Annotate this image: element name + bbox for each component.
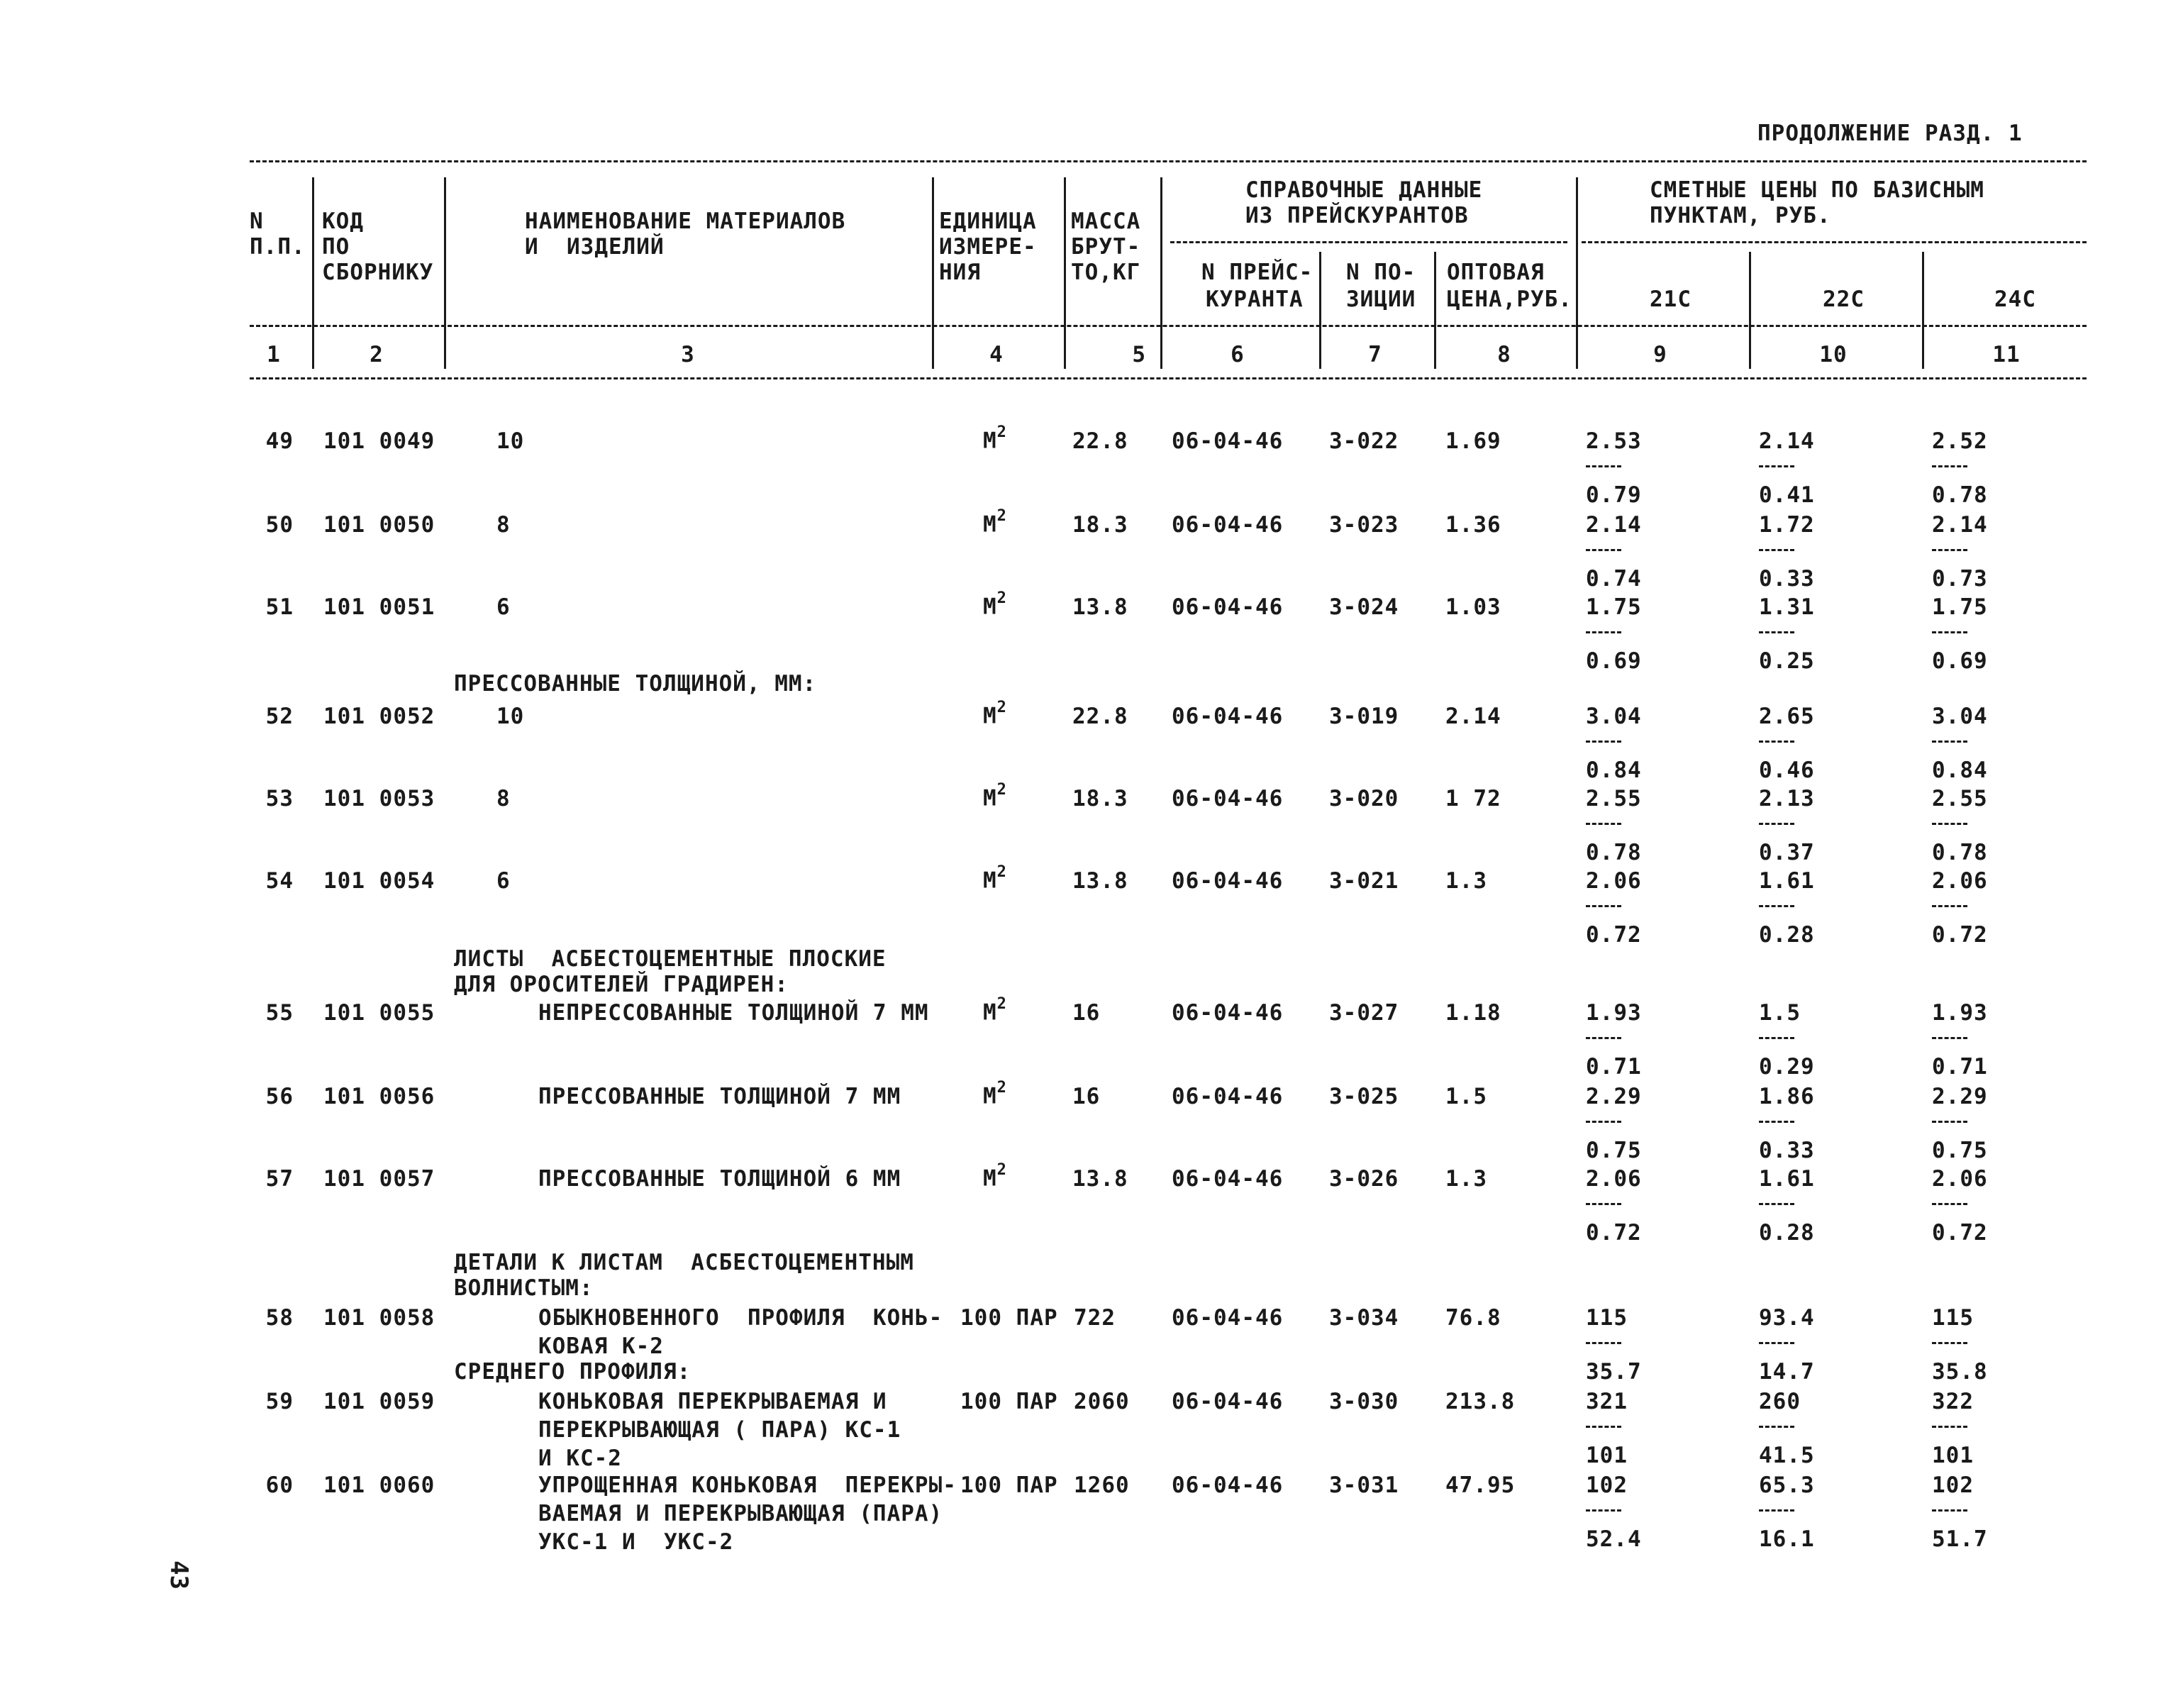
header-colnum-rule	[250, 325, 2087, 327]
row-unit-m2	[983, 589, 1007, 619]
row-p22-numerator: 1.31	[1759, 594, 1815, 620]
row-p24-numerator: 115	[1932, 1305, 1974, 1331]
row-p21-numerator: 2.06	[1586, 868, 1642, 894]
row-p22-numerator: 1.61	[1759, 868, 1815, 894]
col-number-9: 9	[1653, 342, 1667, 367]
section-heading-medium: СРЕДНЕГО ПРОФИЛЯ:	[454, 1359, 691, 1385]
row-name: 10	[496, 428, 525, 454]
header-unit-3: НИЯ	[939, 260, 981, 285]
col-number-5: 5	[1132, 342, 1146, 367]
row-unit-m2	[983, 698, 1007, 728]
row-position: 3-027	[1329, 1000, 1399, 1026]
row-p22-fraction-line	[1759, 549, 1794, 551]
row-p21-numerator: 1.93	[1586, 1000, 1642, 1026]
row-position: 3-034	[1329, 1305, 1399, 1331]
header-position-1: N ПО-	[1346, 260, 1416, 285]
row-mass: 13.8	[1072, 594, 1128, 620]
row-p21-fraction-line	[1586, 465, 1621, 467]
row-p21-fraction-line	[1586, 1203, 1621, 1205]
row-p22-fraction-line	[1759, 1509, 1794, 1512]
row-position: 3-024	[1329, 594, 1399, 620]
row-p24-fraction-line	[1932, 1037, 1967, 1039]
row-name: 6	[496, 594, 511, 620]
unit-m: М	[983, 999, 997, 1026]
row-price-list: 06-04-46	[1172, 868, 1284, 894]
col-number-11: 11	[1992, 342, 2021, 367]
row-number: 49	[265, 428, 294, 454]
row-number: 51	[265, 594, 294, 620]
row-p24-denominator: 35.8	[1932, 1359, 1988, 1385]
row-number: 57	[265, 1166, 294, 1192]
header-mass-1: МАССА	[1071, 209, 1141, 234]
row-p21-fraction-line	[1586, 1037, 1621, 1039]
row-p24-numerator: 1.93	[1932, 1000, 1988, 1026]
row-wholesale: 1 72	[1445, 786, 1501, 811]
row-p22-denominator: 0.28	[1759, 1220, 1815, 1246]
row-p24-denominator: 0.71	[1932, 1054, 1988, 1080]
row-p24-fraction-line	[1932, 631, 1967, 633]
header-price-list-2: КУРАНТА	[1206, 287, 1304, 312]
row-position: 3-026	[1329, 1166, 1399, 1192]
row-mass: 22.8	[1072, 428, 1128, 454]
header-code-1: КОД	[322, 209, 364, 234]
row-number: 60	[265, 1473, 294, 1498]
section-heading-details-2: ВОЛНИСТЫМ:	[454, 1275, 594, 1301]
header-top-rule	[250, 160, 2087, 162]
row-mass: 18.3	[1072, 786, 1128, 811]
row-p21-denominator: 35.7	[1586, 1359, 1642, 1385]
row-p24-denominator: 51.7	[1932, 1526, 1988, 1552]
row-p22-denominator: 0.33	[1759, 1138, 1815, 1163]
unit-exp: 2	[996, 781, 1007, 799]
header-estimate-2: ПУНКТАМ, РУБ.	[1650, 203, 1831, 228]
vbar-6	[1319, 252, 1321, 369]
col-number-7: 7	[1368, 342, 1382, 367]
row-unit: 100 ПАР	[960, 1389, 1058, 1414]
row-p24-fraction-line	[1932, 1203, 1967, 1205]
row-position: 3-021	[1329, 868, 1399, 894]
row-unit-m2	[983, 506, 1007, 537]
row-p22-denominator: 0.25	[1759, 648, 1815, 674]
row-p24-numerator: 322	[1932, 1389, 1974, 1414]
row-p22-numerator: 260	[1759, 1389, 1801, 1414]
row-p22-fraction-line	[1759, 1342, 1794, 1344]
header-bottom-rule	[250, 377, 2087, 379]
vbar-10	[1922, 252, 1924, 369]
row-p22-fraction-line	[1759, 1121, 1794, 1123]
row-position: 3-025	[1329, 1084, 1399, 1109]
header-ref-1: СПРАВОЧНЫЕ ДАННЫЕ	[1245, 177, 1483, 203]
vbar-8	[1576, 177, 1578, 369]
row-p24-fraction-line	[1932, 1342, 1967, 1344]
row-name: 8	[496, 786, 511, 811]
header-np: П.П.	[250, 234, 306, 260]
unit-exp: 2	[996, 699, 1007, 716]
row-p21-numerator: 115	[1586, 1305, 1628, 1331]
row-price-list: 06-04-46	[1172, 594, 1284, 620]
col-number-4: 4	[989, 342, 1004, 367]
vbar-4	[1064, 177, 1066, 369]
row-p21-numerator: 102	[1586, 1473, 1628, 1498]
row-position: 3-020	[1329, 786, 1399, 811]
row-p22-fraction-line	[1759, 465, 1794, 467]
vbar-2	[444, 177, 446, 369]
header-name-1: НАИМЕНОВАНИЕ МАТЕРИАЛОВ	[525, 209, 846, 234]
row-unit-m2	[983, 1078, 1007, 1109]
row-p24-fraction-line	[1932, 1426, 1967, 1428]
row-p22-fraction-line	[1759, 1203, 1794, 1205]
row-p21-numerator: 2.14	[1586, 512, 1642, 538]
vbar-5	[1160, 177, 1162, 369]
row-p24-denominator: 0.72	[1932, 1220, 1988, 1246]
row-number: 54	[265, 868, 294, 894]
header-code-3: СБОРНИКУ	[322, 260, 434, 285]
row-price-list: 06-04-46	[1172, 1166, 1284, 1192]
row-wholesale: 76.8	[1445, 1305, 1501, 1331]
header-unit-1: ЕДИНИЦА	[939, 209, 1037, 234]
row-unit-m2	[983, 994, 1007, 1025]
unit-m: М	[983, 703, 997, 729]
row-name: НЕПРЕССОВАННЫЕ ТОЛЩИНОЙ 7 ММ	[496, 1000, 929, 1026]
row-p21-numerator: 2.06	[1586, 1166, 1642, 1192]
unit-exp: 2	[996, 995, 1007, 1013]
col-number-3: 3	[681, 342, 695, 367]
row-p22-fraction-line	[1759, 741, 1794, 743]
row-code: 101 0054	[323, 868, 435, 894]
row-code: 101 0051	[323, 594, 435, 620]
row-p21-fraction-line	[1586, 905, 1621, 907]
header-wholesale-1: ОПТОВАЯ	[1447, 260, 1545, 285]
row-number: 59	[265, 1389, 294, 1414]
row-position: 3-031	[1329, 1473, 1399, 1498]
row-code: 101 0058	[323, 1305, 435, 1331]
row-unit-m2	[983, 780, 1007, 811]
row-p22-numerator: 1.61	[1759, 1166, 1815, 1192]
row-p21-denominator: 0.75	[1586, 1138, 1642, 1163]
header-mid-rule-est	[1582, 241, 2087, 243]
unit-m: М	[983, 1165, 997, 1192]
row-p24-numerator: 102	[1932, 1473, 1974, 1498]
row-p22-denominator: 41.5	[1759, 1443, 1815, 1468]
row-code: 101 0060	[323, 1473, 435, 1498]
header-name-2: И ИЗДЕЛИЙ	[525, 234, 665, 260]
col-number-10: 10	[1819, 342, 1848, 367]
row-name: ОБЫКНОВЕННОГО ПРОФИЛЯ КОНЬ-	[496, 1305, 943, 1331]
unit-exp: 2	[996, 1079, 1007, 1097]
row-p21-denominator: 0.71	[1586, 1054, 1642, 1080]
row-price-list: 06-04-46	[1172, 1305, 1284, 1331]
row-wholesale: 1.5	[1445, 1084, 1487, 1109]
row-position: 3-030	[1329, 1389, 1399, 1414]
row-number: 58	[265, 1305, 294, 1331]
header-code-2: ПО	[322, 234, 350, 260]
row-p24-fraction-line	[1932, 1121, 1967, 1123]
header-position-2: ЗИЦИИ	[1346, 287, 1416, 312]
section-note: ПРОДОЛЖЕНИЕ РАЗД. 1	[1757, 121, 2023, 146]
row-p24-numerator: 2.52	[1932, 428, 1988, 454]
unit-m: М	[983, 1083, 997, 1109]
row-p22-numerator: 93.4	[1759, 1305, 1815, 1331]
row-unit: 100 ПАР	[960, 1305, 1058, 1331]
vbar-1	[312, 177, 314, 369]
col-number-8: 8	[1497, 342, 1511, 367]
row-p21-denominator: 101	[1586, 1443, 1628, 1468]
row-code: 101 0056	[323, 1084, 435, 1109]
unit-m: М	[983, 511, 997, 538]
row-name: 6	[496, 868, 511, 894]
header-unit-2: ИЗМЕРЕ-	[939, 234, 1037, 260]
row-p22-numerator: 2.65	[1759, 704, 1815, 729]
row-name: И КС-2	[496, 1446, 622, 1471]
row-position: 3-022	[1329, 428, 1399, 454]
row-p24-fraction-line	[1932, 905, 1967, 907]
row-p21-numerator: 2.29	[1586, 1084, 1642, 1109]
row-p21-fraction-line	[1586, 823, 1621, 825]
row-name: 10	[496, 704, 525, 729]
row-p22-denominator: 16.1	[1759, 1526, 1815, 1552]
row-name: ПРЕССОВАННЫЕ ТОЛЩИНОЙ 7 ММ	[496, 1084, 901, 1109]
row-mass: 13.8	[1072, 1166, 1128, 1192]
page-number: 43	[165, 1560, 193, 1590]
row-p21-denominator: 0.79	[1586, 482, 1642, 508]
row-p22-denominator: 0.46	[1759, 758, 1815, 783]
row-price-list: 06-04-46	[1172, 704, 1284, 729]
row-p24-fraction-line	[1932, 465, 1967, 467]
row-name: 8	[496, 512, 511, 538]
col-number-2: 2	[370, 342, 384, 367]
row-p22-denominator: 0.41	[1759, 482, 1815, 508]
row-position: 3-023	[1329, 512, 1399, 538]
row-code: 101 0049	[323, 428, 435, 454]
row-p22-denominator: 0.29	[1759, 1054, 1815, 1080]
row-mass: 1260	[1074, 1473, 1130, 1498]
row-p22-numerator: 2.13	[1759, 786, 1815, 811]
row-p21-numerator: 1.75	[1586, 594, 1642, 620]
col-number-6: 6	[1231, 342, 1245, 367]
row-p22-denominator: 0.28	[1759, 922, 1815, 948]
row-p22-denominator: 14.7	[1759, 1359, 1815, 1385]
row-p21-denominator: 0.84	[1586, 758, 1642, 783]
header-n: N	[250, 209, 264, 234]
row-p24-numerator: 1.75	[1932, 594, 1988, 620]
row-price-list: 06-04-46	[1172, 1084, 1284, 1109]
row-wholesale: 1.69	[1445, 428, 1501, 454]
row-p21-denominator: 0.72	[1586, 922, 1642, 948]
row-p22-denominator: 0.37	[1759, 840, 1815, 865]
unit-exp: 2	[996, 589, 1007, 607]
unit-exp: 2	[996, 863, 1007, 881]
row-code: 101 0050	[323, 512, 435, 538]
row-p22-fraction-line	[1759, 1037, 1794, 1039]
row-p22-numerator: 1.5	[1759, 1000, 1801, 1026]
row-p22-numerator: 65.3	[1759, 1473, 1815, 1498]
row-p24-numerator: 2.29	[1932, 1084, 1988, 1109]
row-p24-denominator: 0.78	[1932, 840, 1988, 865]
row-mass: 2060	[1074, 1389, 1130, 1414]
row-code: 101 0059	[323, 1389, 435, 1414]
header-price-list-1: N ПРЕЙС-	[1201, 260, 1313, 285]
row-p21-fraction-line	[1586, 1509, 1621, 1512]
row-price-list: 06-04-46	[1172, 1389, 1284, 1414]
header-ref-2: ИЗ ПРЕЙСКУРАНТОВ	[1245, 203, 1469, 228]
row-p24-fraction-line	[1932, 549, 1967, 551]
unit-exp: 2	[996, 423, 1007, 441]
row-wholesale: 1.3	[1445, 1166, 1487, 1192]
row-p24-denominator: 0.75	[1932, 1138, 1988, 1163]
section-heading-pressed: ПРЕССОВАННЫЕ ТОЛЩИНОЙ, ММ:	[454, 671, 817, 697]
row-price-list: 06-04-46	[1172, 786, 1284, 811]
vbar-9	[1749, 252, 1751, 369]
row-p21-fraction-line	[1586, 1342, 1621, 1344]
row-p22-fraction-line	[1759, 823, 1794, 825]
header-mass-3: ТО,КГ	[1071, 260, 1141, 285]
row-wholesale: 1.18	[1445, 1000, 1501, 1026]
row-p22-numerator: 1.86	[1759, 1084, 1815, 1109]
row-name: КОВАЯ К-2	[496, 1333, 664, 1359]
row-p21-denominator: 52.4	[1586, 1526, 1642, 1552]
row-price-list: 06-04-46	[1172, 428, 1284, 454]
row-p24-denominator: 0.73	[1932, 566, 1988, 592]
row-name: УПРОЩЕННАЯ КОНЬКОВАЯ ПЕРЕКРЫ-	[496, 1473, 957, 1498]
row-p24-denominator: 0.84	[1932, 758, 1988, 783]
row-number: 55	[265, 1000, 294, 1026]
unit-m: М	[983, 428, 997, 454]
row-p22-denominator: 0.33	[1759, 566, 1815, 592]
row-code: 101 0052	[323, 704, 435, 729]
row-unit: 100 ПАР	[960, 1473, 1058, 1498]
row-p21-denominator: 0.74	[1586, 566, 1642, 592]
row-number: 50	[265, 512, 294, 538]
row-p24-numerator: 2.55	[1932, 786, 1988, 811]
row-price-list: 06-04-46	[1172, 1000, 1284, 1026]
row-p24-denominator: 0.72	[1932, 922, 1988, 948]
row-p21-denominator: 0.78	[1586, 840, 1642, 865]
row-p21-denominator: 0.72	[1586, 1220, 1642, 1246]
row-p21-numerator: 321	[1586, 1389, 1628, 1414]
unit-m: М	[983, 867, 997, 894]
unit-m: М	[983, 594, 997, 620]
row-wholesale: 1.36	[1445, 512, 1501, 538]
row-code: 101 0057	[323, 1166, 435, 1192]
row-wholesale: 213.8	[1445, 1389, 1516, 1414]
row-number: 53	[265, 786, 294, 811]
row-p22-fraction-line	[1759, 631, 1794, 633]
row-name: ПРЕССОВАННЫЕ ТОЛЩИНОЙ 6 ММ	[496, 1166, 901, 1192]
vbar-7	[1434, 252, 1436, 369]
row-wholesale: 47.95	[1445, 1473, 1516, 1498]
row-wholesale: 1.03	[1445, 594, 1501, 620]
header-point-21c: 21С	[1650, 287, 1692, 312]
row-p21-fraction-line	[1586, 741, 1621, 743]
row-number: 52	[265, 704, 294, 729]
unit-m: М	[983, 785, 997, 811]
row-wholesale: 1.3	[1445, 868, 1487, 894]
row-mass: 722	[1074, 1305, 1116, 1331]
row-p21-numerator: 3.04	[1586, 704, 1642, 729]
row-position: 3-019	[1329, 704, 1399, 729]
row-p22-fraction-line	[1759, 905, 1794, 907]
row-p21-numerator: 2.53	[1586, 428, 1642, 454]
header-wholesale-2: ЦЕНА,РУБ.	[1447, 287, 1572, 312]
row-p22-numerator: 2.14	[1759, 428, 1815, 454]
row-p24-numerator: 2.06	[1932, 868, 1988, 894]
row-code: 101 0055	[323, 1000, 435, 1026]
section-heading-details-1: ДЕТАЛИ К ЛИСТАМ АСБЕСТОЦЕМЕНТНЫМ	[454, 1250, 914, 1275]
row-price-list: 06-04-46	[1172, 1473, 1284, 1498]
row-code: 101 0053	[323, 786, 435, 811]
row-mass: 22.8	[1072, 704, 1128, 729]
row-p24-fraction-line	[1932, 1509, 1967, 1512]
row-name: УКС-1 И УКС-2	[496, 1529, 734, 1555]
row-p21-fraction-line	[1586, 1121, 1621, 1123]
row-name: ВАЕМАЯ И ПЕРЕКРЫВАЮЩАЯ (ПАРА)	[496, 1501, 943, 1526]
row-number: 56	[265, 1084, 294, 1109]
row-price-list: 06-04-46	[1172, 512, 1284, 538]
row-mass: 16	[1072, 1084, 1101, 1109]
row-p24-numerator: 2.06	[1932, 1166, 1988, 1192]
row-mass: 16	[1072, 1000, 1101, 1026]
row-p24-numerator: 2.14	[1932, 512, 1988, 538]
header-mid-rule-ref	[1170, 241, 1567, 243]
row-p24-denominator: 101	[1932, 1443, 1974, 1468]
row-wholesale: 2.14	[1445, 704, 1501, 729]
row-p22-numerator: 1.72	[1759, 512, 1815, 538]
row-mass: 18.3	[1072, 512, 1128, 538]
section-heading-sheets-1: ЛИСТЫ АСБЕСТОЦЕМЕНТНЫЕ ПЛОСКИЕ	[454, 946, 887, 972]
header-mass-2: БРУТ-	[1071, 234, 1141, 260]
section-heading-sheets-2: ДЛЯ ОРОСИТЕЛЕЙ ГРАДИРЕН:	[454, 972, 789, 997]
row-p21-fraction-line	[1586, 1426, 1621, 1428]
row-p24-denominator: 0.69	[1932, 648, 1988, 674]
unit-exp: 2	[996, 507, 1007, 525]
row-p24-denominator: 0.78	[1932, 482, 1988, 508]
row-p22-fraction-line	[1759, 1426, 1794, 1428]
header-point-22c: 22С	[1823, 287, 1865, 312]
row-unit-m2	[983, 423, 1007, 453]
header-point-24c: 24С	[1994, 287, 2036, 312]
row-p21-fraction-line	[1586, 631, 1621, 633]
row-unit-m2	[983, 1160, 1007, 1191]
row-p24-numerator: 3.04	[1932, 704, 1988, 729]
col-number-1: 1	[267, 342, 281, 367]
row-p21-numerator: 2.55	[1586, 786, 1642, 811]
row-p21-fraction-line	[1586, 549, 1621, 551]
row-mass: 13.8	[1072, 868, 1128, 894]
row-name: КОНЬКОВАЯ ПЕРЕКРЫВАЕМАЯ И	[496, 1389, 887, 1414]
unit-exp: 2	[996, 1161, 1007, 1179]
header-estimate-1: СМЕТНЫЕ ЦЕНЫ ПО БАЗИСНЫМ	[1650, 177, 1984, 203]
row-p24-fraction-line	[1932, 823, 1967, 825]
row-unit-m2	[983, 863, 1007, 893]
row-name: ПЕРЕКРЫВАЮЩАЯ ( ПАРА) КС-1	[496, 1417, 901, 1443]
vbar-3	[932, 177, 934, 369]
row-p21-denominator: 0.69	[1586, 648, 1642, 674]
row-p24-fraction-line	[1932, 741, 1967, 743]
